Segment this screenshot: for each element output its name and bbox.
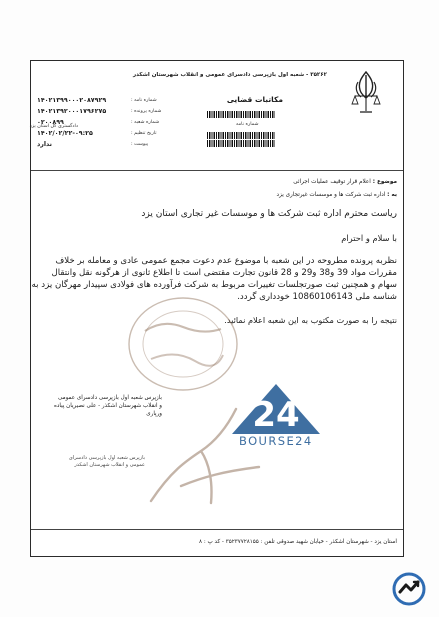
- case-number-value: ۱۴۰۲۱۳۹۲۰۰۰۱۷۹۶۲۷۵: [37, 108, 107, 115]
- branch-archive-value: ۰۲۰۰۸۹۹: [37, 119, 64, 126]
- issue-date-value: ۱۴۰۲/۰۲/۲۲-۰۹:۲۵: [37, 130, 93, 137]
- recipient-label: به :: [387, 192, 397, 198]
- footer-address: استان یزد - شهرستان اشکذر - خیابان شهید صدوقی تلفن : ۳۵۲۳۷۷۲۸۱۵۵ - کد پ : ۸: [199, 539, 397, 545]
- barcode-3: [207, 140, 275, 147]
- bourse24-logo-digits: 24: [252, 395, 300, 435]
- body-line-3: سهام و همچنین ثبت صورتجلسات تغییرات مربوط به شرکت فرآورده های فولادی سپیدار مهرگان یزد به: [31, 280, 397, 290]
- letter-frame: [30, 60, 404, 557]
- attachment-label: پیوست :: [131, 142, 149, 147]
- corner-brand-logo-icon[interactable]: [392, 572, 426, 606]
- judiciary-office: دادگستری کل استان یزد: [29, 124, 78, 129]
- subject-label: موضوع :: [372, 179, 397, 185]
- branch-archive-label: شماره شعبه :: [131, 120, 160, 125]
- barcode-caption: شماره نامه: [236, 122, 259, 127]
- recipient-line: [277, 192, 397, 198]
- court-seal-stamp: [123, 289, 243, 399]
- barcode-1: [207, 111, 275, 118]
- signatory-line-2: و انقلاب شهرستان اشکذر - علی نصیریان پیاده: [54, 403, 162, 409]
- closing-line: نتیجه را به صورت مکتوب به این شعبه اعلام نمائید.: [224, 315, 397, 325]
- issuing-branch-title: ۳۵۲۶۲ - شعبه اول بازپرسی دادسرای عمومی و انقلاب شهرستان اشکذر: [132, 72, 328, 78]
- subject-line: [293, 179, 397, 185]
- signature-stamp-line-2: عمومی و انقلاب شهرستان اشکذر: [74, 462, 145, 468]
- document-type: مکاتبات قضایی: [226, 95, 283, 104]
- body-line-4: شناسه ملی 10860106143 خودداری گردد.: [237, 292, 397, 302]
- recipient-text: اداره ثبت شرکت ها و موسسات غیرتجاری یزد: [276, 192, 386, 198]
- signature-stamp-text: [35, 455, 145, 469]
- scales-of-justice-icon: [351, 91, 381, 115]
- issue-date-label: تاریخ تنظیم :: [131, 131, 157, 136]
- barcode-2: [207, 132, 275, 139]
- bourse24-logo: [230, 382, 322, 438]
- body-line-1: نظربه پرونده مطروحه در این شعبه با موضوع عدم دعوت مجمع عمومی عادی و معامله بر خلاف: [55, 256, 397, 266]
- subject-text: اعلام قرار توقیف عملیات اجرائی: [293, 179, 371, 185]
- signatory-line-3: ورپاری: [146, 411, 162, 417]
- letter-number-value: ۱۴۰۲۱۳۹۹۰۰۰۲۰۸۷۹۲۹: [37, 97, 107, 104]
- signature-stamp-line-1: بازپرس شعبه اول بازپرسی دادسرای: [68, 455, 145, 461]
- salutation: با سلام و احترام: [341, 233, 397, 243]
- footer-divider: [31, 529, 403, 530]
- body-line-2: مقررات مواد 39 و38 و29 و 28 قانون تجارت مقتضی است تا اطلاع ثانوی از هرگونه نقل وانتقال: [51, 268, 397, 278]
- case-number-label: شماره پرونده :: [131, 109, 162, 114]
- signatory-line-1: بازپرس شعبه اول بازپرسی دادسرای عمومی: [57, 395, 162, 401]
- letter-number-label: شماره نامه :: [131, 98, 157, 103]
- greeting-title: ریاست محترم اداره ثبت شرکت ها و موسسات غیر تجاری استان یزد: [141, 209, 397, 219]
- attachment-value: ندارد: [37, 141, 53, 148]
- header-divider: [31, 170, 403, 171]
- bourse24-wordmark: BOURSE24: [239, 434, 313, 448]
